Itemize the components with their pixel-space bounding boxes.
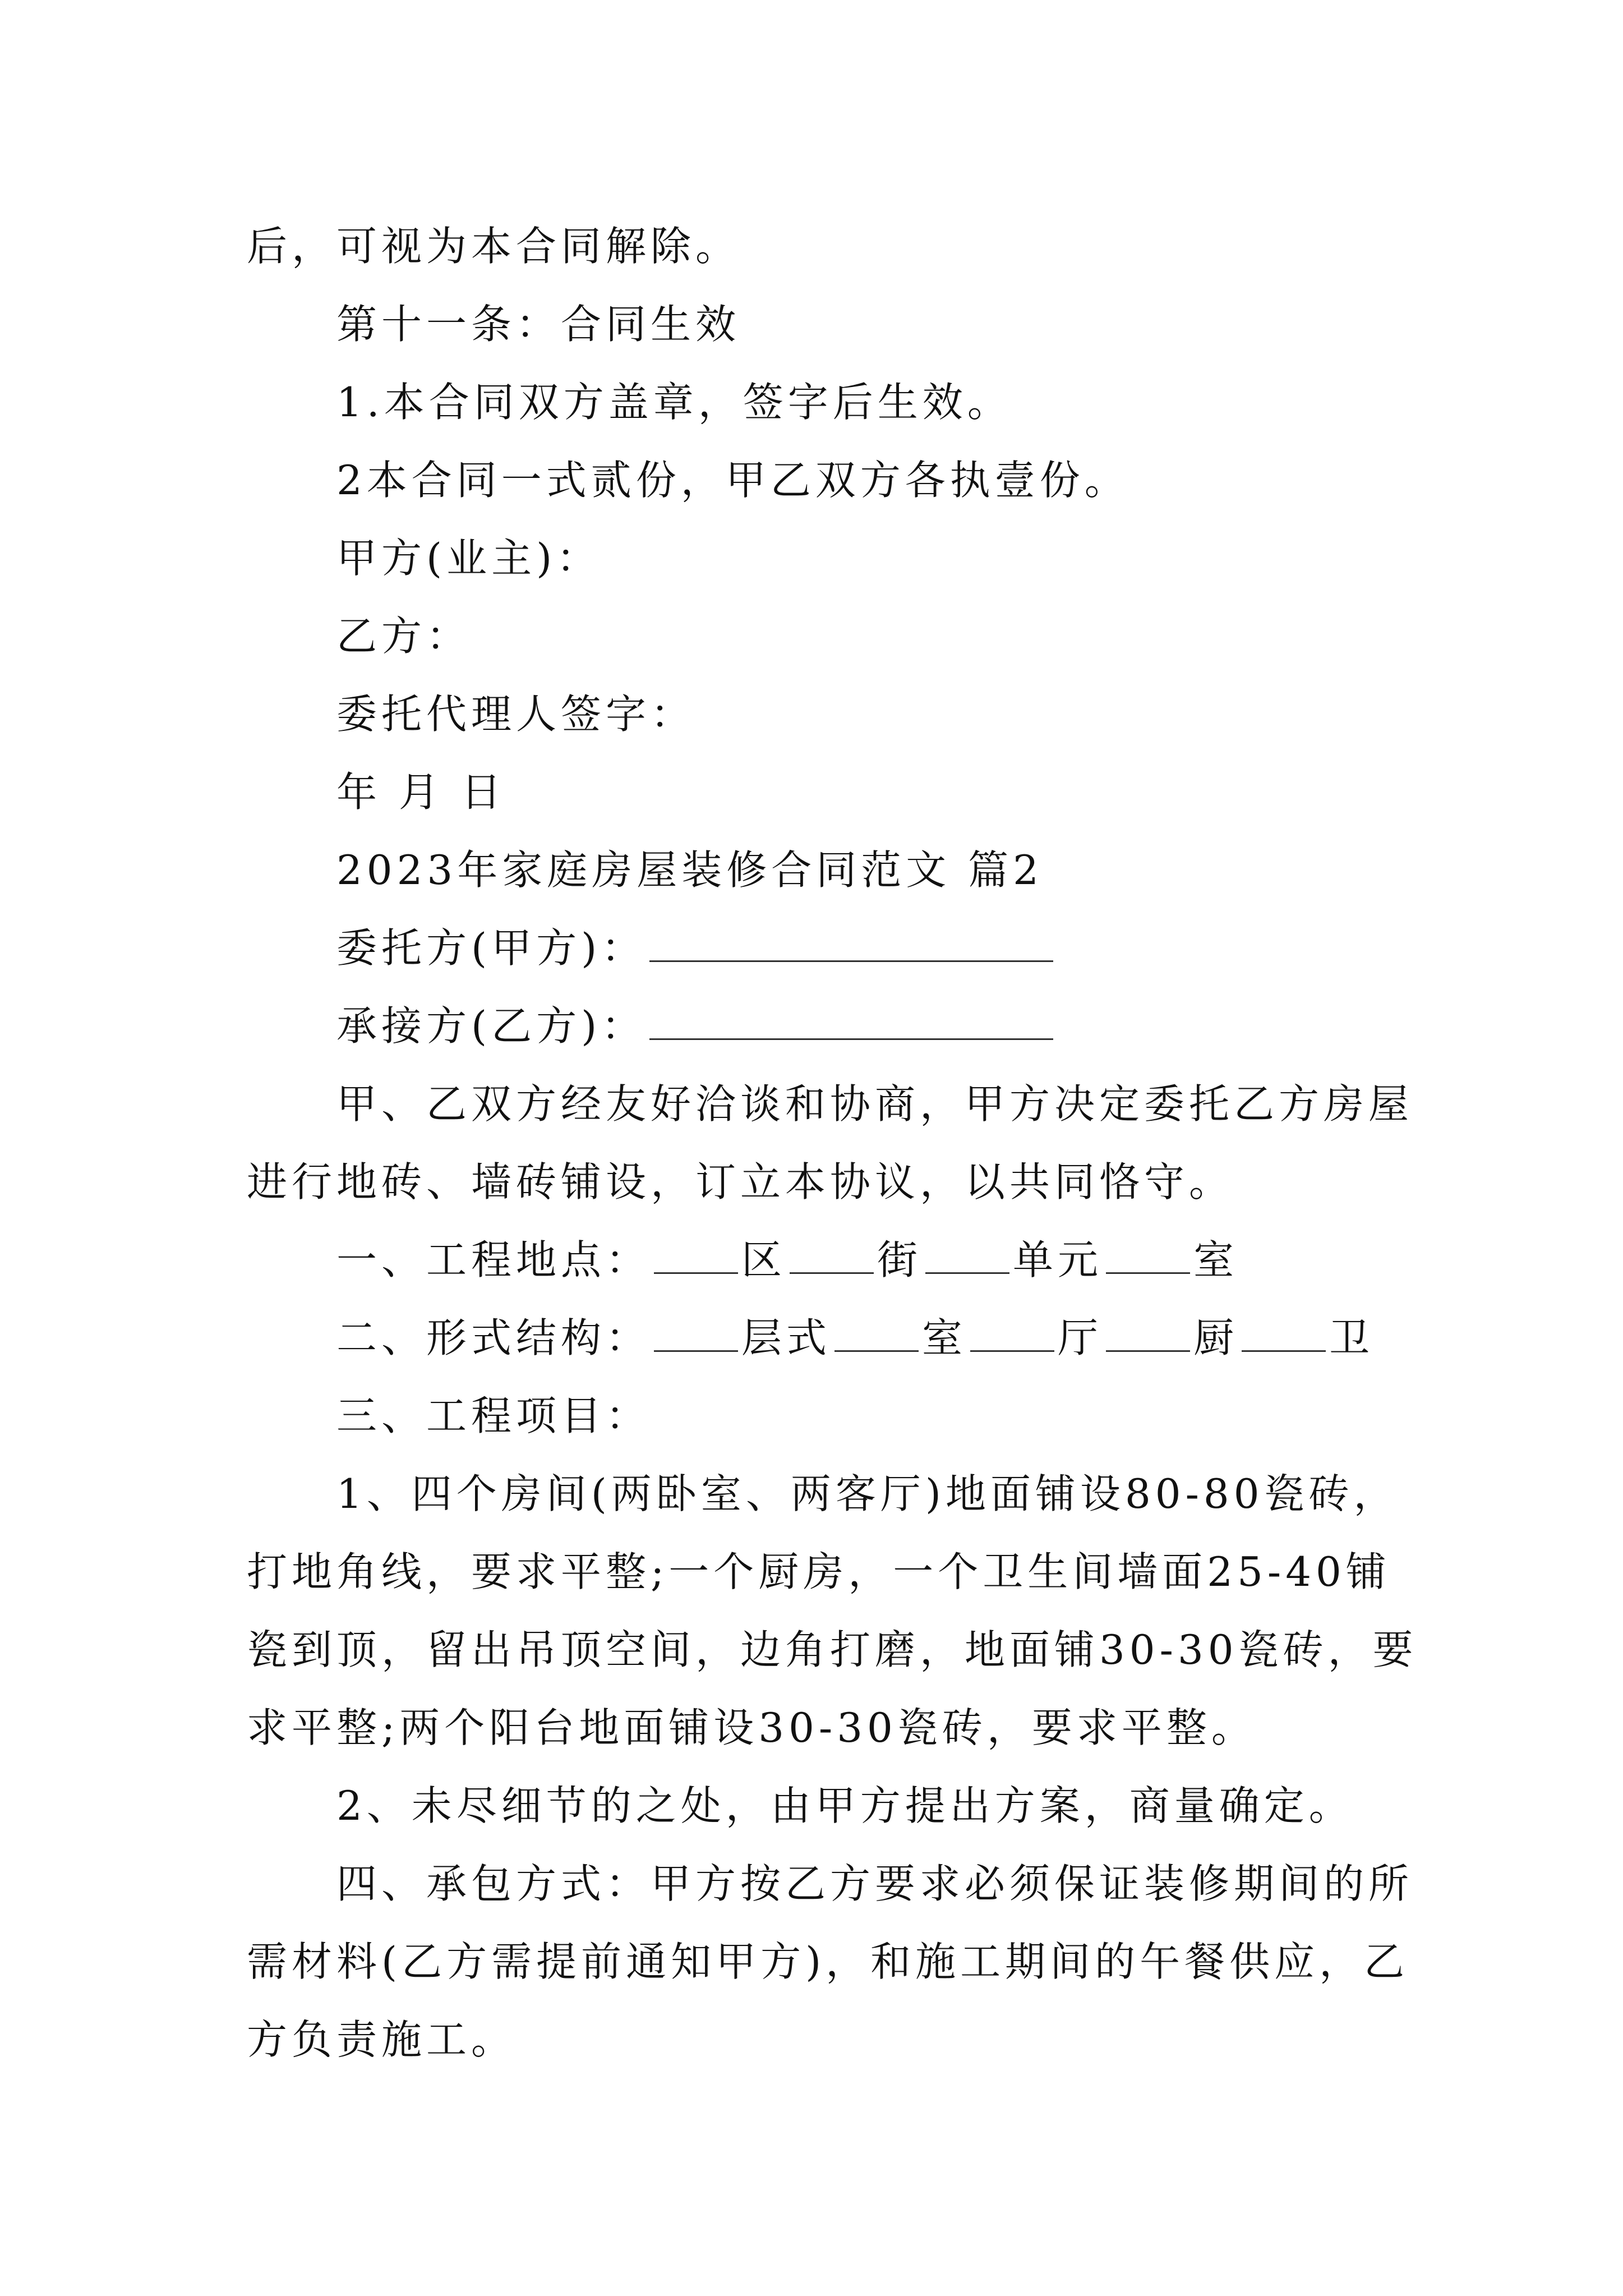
room-blank xyxy=(1106,1233,1190,1274)
kitchen-label: 厨 xyxy=(1193,1314,1239,1361)
bathroom-blank xyxy=(1242,1311,1326,1352)
unit-label: 单元 xyxy=(1013,1236,1103,1283)
paragraph-line: 需材料(乙方需提前通知甲方)，和施工期间的午餐供应，乙 xyxy=(247,1938,1409,1985)
street-blank xyxy=(790,1233,874,1274)
client-label: 委托方(甲方)： xyxy=(336,924,647,972)
paragraph-line: 四、承包方式：甲方按乙方要求必须保证装修期间的所 xyxy=(336,1860,1414,1907)
kitchen-blank xyxy=(1106,1311,1190,1352)
project-items-heading: 三、工程项目： xyxy=(336,1392,651,1439)
date-label: 年 月 日 xyxy=(336,769,506,816)
section-title: 2023年家庭房屋装修合同范文 篇2 xyxy=(336,846,1043,894)
paragraph-line: 瓷到顶，留出吊顶空间，边角打磨，地面铺30-30瓷砖，要 xyxy=(247,1626,1418,1673)
agent-signature-label: 委托代理人签字： xyxy=(336,691,696,738)
party-b-signature-label: 乙方： xyxy=(336,613,472,660)
paragraph-line: 2、未尽细节的之处，由甲方提出方案，商量确定。 xyxy=(336,1782,1354,1829)
client-line xyxy=(247,909,1391,987)
document-body xyxy=(247,208,1418,2079)
district-label: 区 xyxy=(741,1236,787,1283)
bathroom-label: 卫 xyxy=(1329,1314,1375,1361)
location-label: 一、工程地点： xyxy=(336,1236,651,1283)
structure-line xyxy=(247,1299,1391,1377)
project-location-line xyxy=(247,1221,1391,1299)
contractor-label: 承接方(乙方)： xyxy=(336,1002,647,1050)
contractor-blank xyxy=(649,999,1053,1040)
paragraph-line: 后，可视为本合同解除。 xyxy=(247,223,741,270)
paragraph-line: 打地角线，要求平整;一个厨房，一个卫生间墙面25-40铺 xyxy=(247,1548,1391,1595)
paragraph-line: 1.本合同双方盖章，签字后生效。 xyxy=(336,379,1012,426)
street-label: 街 xyxy=(877,1236,923,1283)
room-label: 室 xyxy=(1193,1236,1239,1283)
article-heading: 第十一条：合同生效 xyxy=(336,301,741,348)
paragraph-line: 2本合同一式贰份，甲乙双方各执壹份。 xyxy=(336,457,1129,504)
party-a-signature-label: 甲方(业主)： xyxy=(336,535,602,582)
client-blank xyxy=(649,921,1053,962)
paragraph-line: 1、四个房间(两卧室、两客厅)地面铺设80-80瓷砖， xyxy=(336,1470,1399,1517)
bedroom-blank xyxy=(834,1311,919,1352)
district-blank xyxy=(654,1233,738,1274)
bedroom-label: 室 xyxy=(922,1314,967,1361)
hall-blank xyxy=(970,1311,1054,1352)
contractor-line xyxy=(247,987,1391,1065)
structure-label: 二、形式结构： xyxy=(336,1314,651,1361)
paragraph-line: 进行地砖、墙砖铺设，订立本协议，以共同恪守。 xyxy=(247,1158,1234,1205)
paragraph-line: 方负责施工。 xyxy=(247,2016,517,2063)
paragraph-line: 求平整;两个阳台地面铺设30-30瓷砖，要求平整。 xyxy=(247,1704,1256,1751)
hall-label: 厅 xyxy=(1058,1314,1103,1361)
floor-blank xyxy=(654,1311,738,1352)
floor-label: 层式 xyxy=(741,1314,832,1361)
unit-blank xyxy=(925,1233,1009,1274)
paragraph-line: 甲、乙双方经友好洽谈和协商，甲方决定委托乙方房屋 xyxy=(336,1080,1414,1128)
